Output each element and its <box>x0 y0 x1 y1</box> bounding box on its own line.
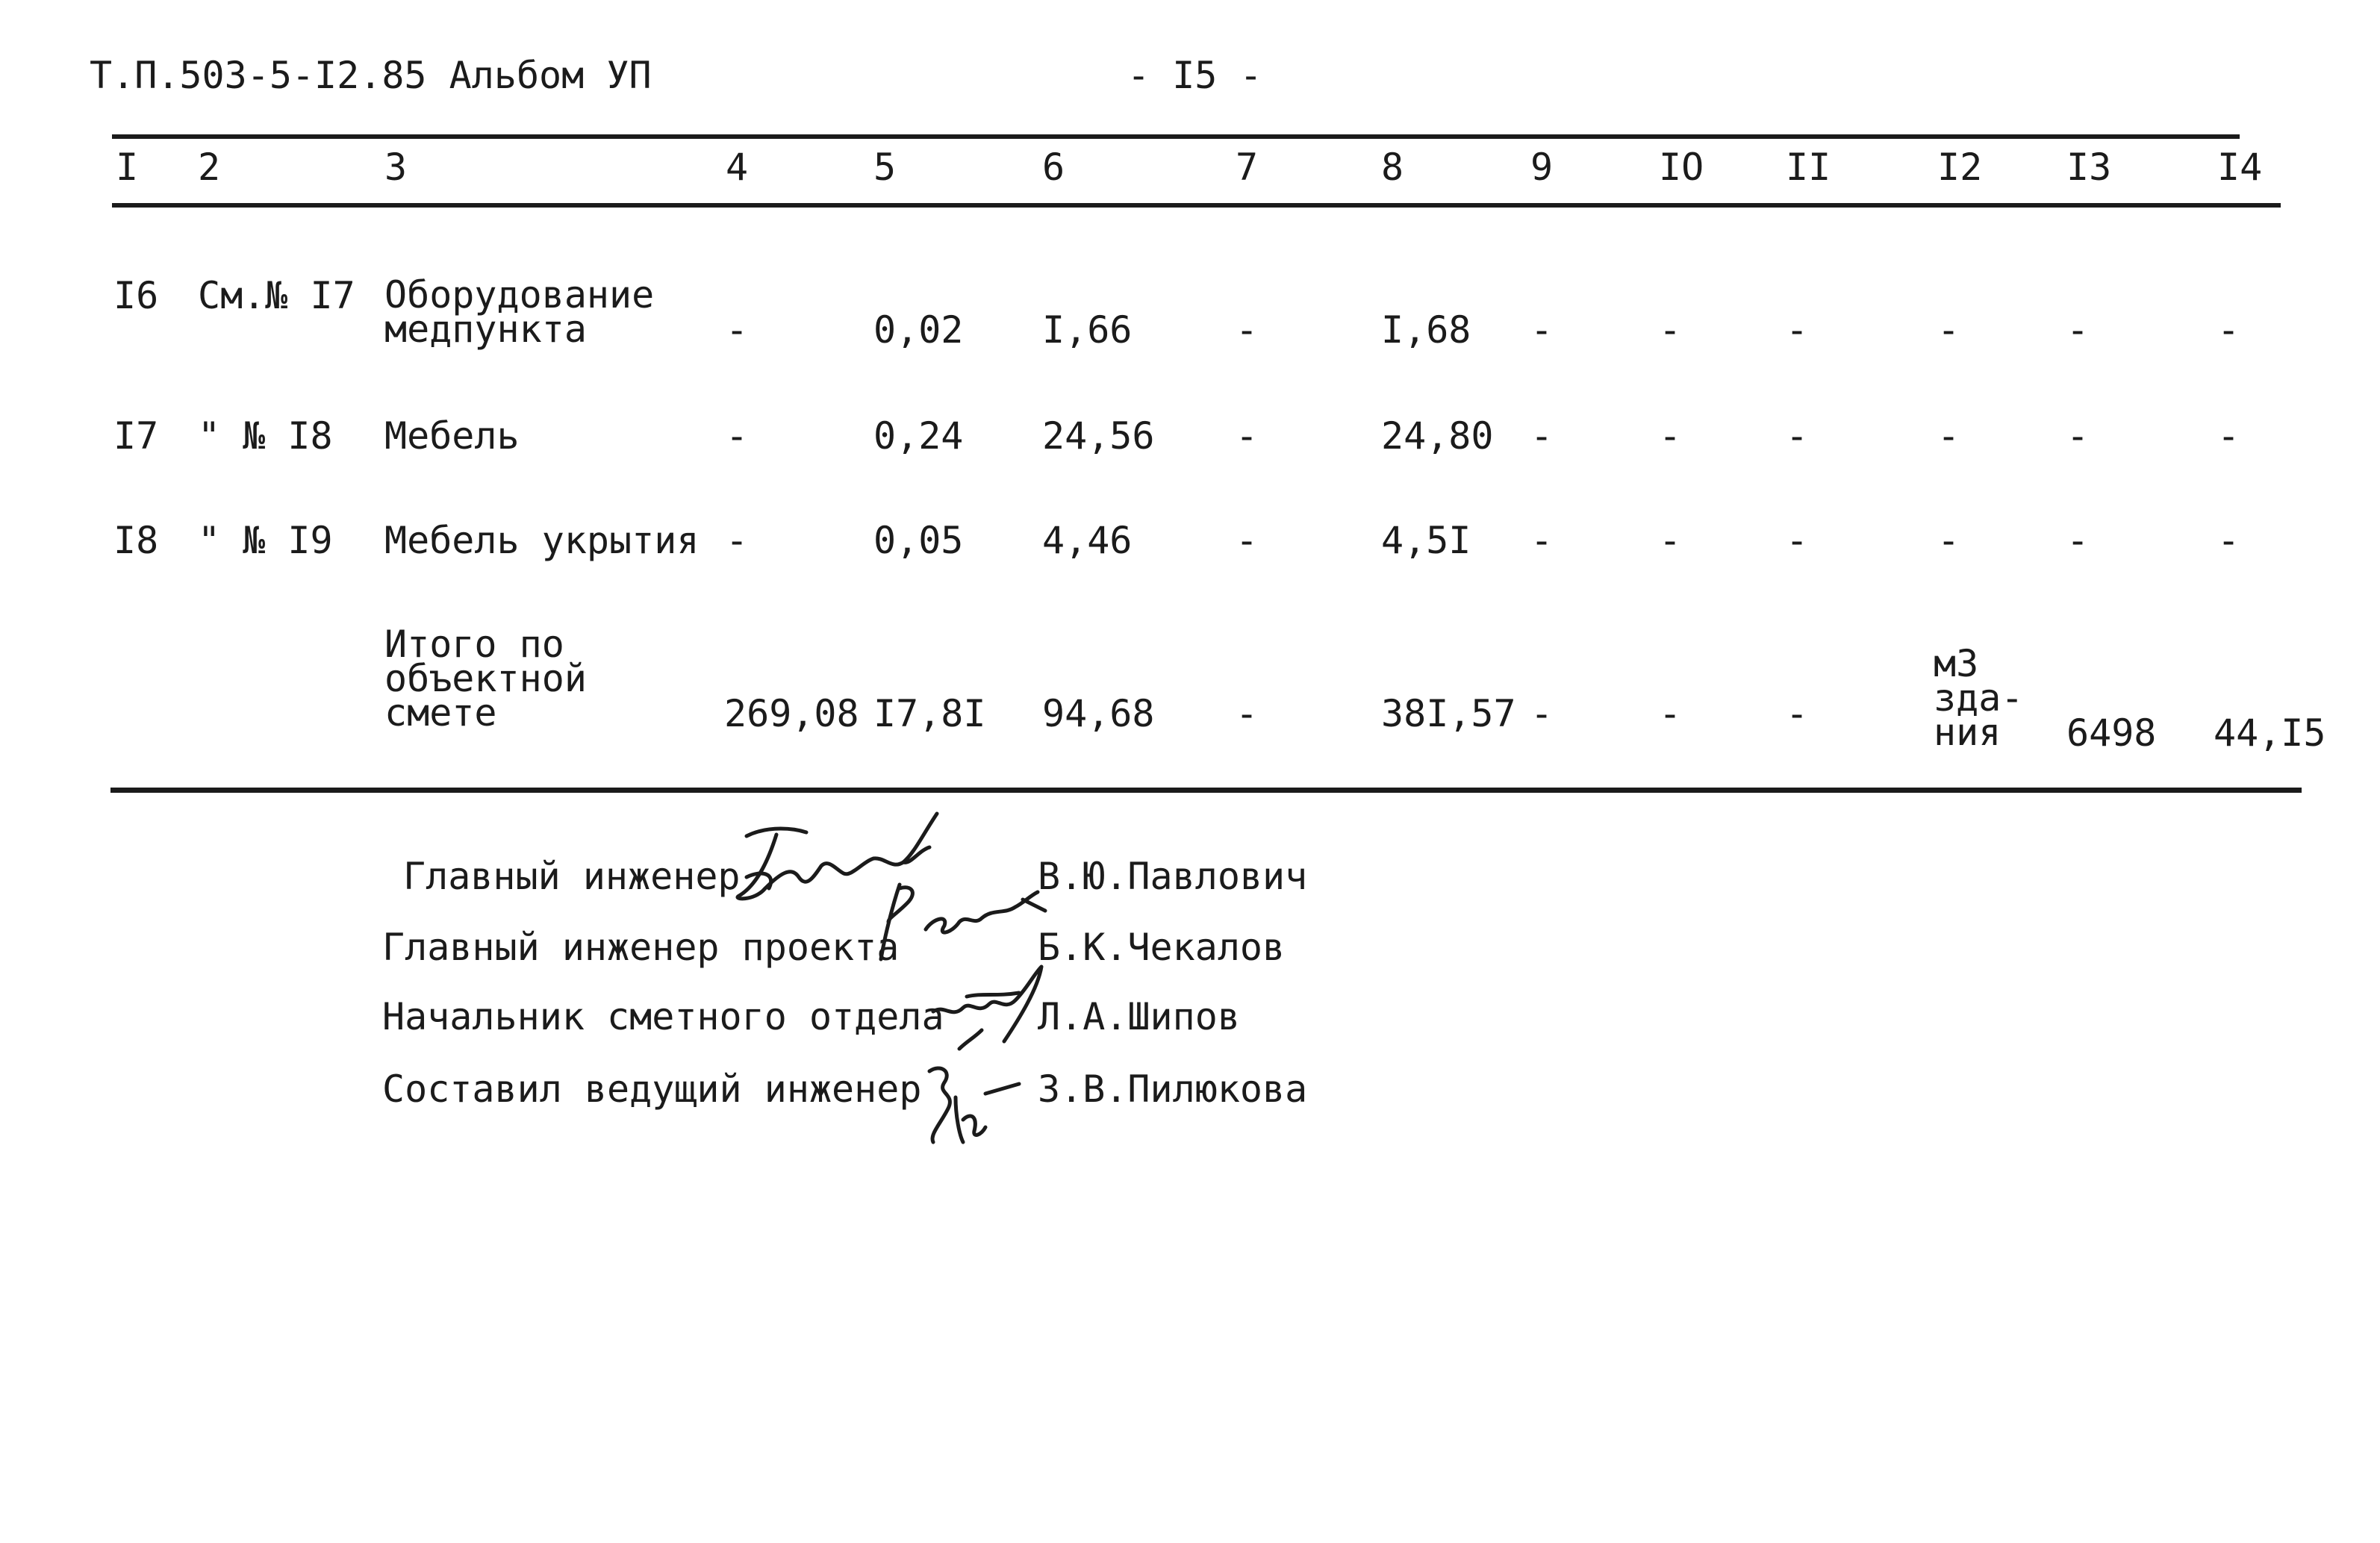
col-number: 5 <box>873 146 897 189</box>
table-cell: - <box>1937 414 1960 458</box>
unit-label: м3 зда- ния <box>1934 642 2024 754</box>
signature-role: Начальник сметного отдела <box>382 995 944 1038</box>
table-cell: - <box>2066 308 2090 352</box>
table-cell: - <box>1786 692 1809 735</box>
table-cell: - <box>726 414 749 458</box>
table-header-rule <box>112 203 2281 208</box>
row-number: I6 <box>113 274 159 317</box>
col-number: I3 <box>2066 146 2112 189</box>
table-bottom-rule <box>110 788 2302 793</box>
signature-role: Составил ведущий инженер <box>382 1067 922 1111</box>
table-cell: - <box>2217 308 2240 352</box>
signature-name: З.В.Пилюкова <box>1038 1067 1308 1111</box>
table-cell: I,66 <box>1042 308 1133 352</box>
total-label: Итого по объектной смете <box>384 623 587 735</box>
col-number: 9 <box>1530 146 1554 189</box>
col-number: 6 <box>1042 146 1065 189</box>
album-reference: Т.П.503-5-I2.85 Альбом УП <box>90 54 652 97</box>
table-cell: - <box>726 308 749 352</box>
table-cell: 6498 <box>2066 711 2157 755</box>
table-cell: 0,24 <box>873 414 964 458</box>
table-cell: - <box>1530 308 1554 352</box>
table-cell: 38I,57 <box>1381 692 1516 735</box>
col-number: I4 <box>2217 146 2263 189</box>
table-cell: - <box>1530 414 1554 458</box>
col-number: 8 <box>1381 146 1404 189</box>
row-number: I8 <box>113 519 159 562</box>
table-cell: - <box>1937 519 1960 562</box>
handwritten-signature <box>922 959 1064 1056</box>
page-number: - I5 - <box>1127 54 1262 97</box>
table-top-rule <box>112 134 2240 139</box>
estimate-reference: " № I8 <box>198 414 333 458</box>
item-name: Мебель укрытия <box>384 519 700 562</box>
handwritten-signature <box>915 1053 1034 1150</box>
table-cell: 94,68 <box>1042 692 1155 735</box>
table-cell: 4,5I <box>1381 519 1471 562</box>
table-cell: - <box>1786 308 1809 352</box>
table-cell: - <box>1236 308 1259 352</box>
table-cell: - <box>1530 519 1554 562</box>
col-number: I <box>116 146 139 189</box>
col-number: IO <box>1659 146 1704 189</box>
table-cell: - <box>1530 692 1554 735</box>
col-number: II <box>1786 146 1831 189</box>
table-cell: 44,I5 <box>2214 711 2326 755</box>
table-cell: - <box>1937 308 1960 352</box>
col-number: 4 <box>726 146 749 189</box>
table-cell: - <box>726 519 749 562</box>
estimate-reference: См.№ I7 <box>198 274 355 317</box>
row-number: I7 <box>113 414 159 458</box>
table-cell: - <box>1236 519 1259 562</box>
table-cell: - <box>2217 414 2240 458</box>
table-cell: - <box>1786 519 1809 562</box>
col-number: 7 <box>1236 146 1259 189</box>
table-cell: - <box>1659 414 1682 458</box>
table-cell: - <box>1659 519 1682 562</box>
table-cell: - <box>2066 414 2090 458</box>
table-cell: 4,46 <box>1042 519 1133 562</box>
table-cell: 24,80 <box>1381 414 1494 458</box>
table-cell: - <box>1786 414 1809 458</box>
table-cell: - <box>1659 308 1682 352</box>
table-cell: - <box>1659 692 1682 735</box>
table-cell: - <box>1236 692 1259 735</box>
signature-name: Л.А.Шипов <box>1038 995 1240 1038</box>
signature-name: В.Ю.Павлович <box>1038 855 1308 898</box>
table-cell: 0,02 <box>873 308 964 352</box>
table-cell: I7,8I <box>873 692 986 735</box>
table-cell: 269,08 <box>724 692 859 735</box>
table-cell: - <box>2217 519 2240 562</box>
col-number: 3 <box>384 146 408 189</box>
table-cell: - <box>1236 414 1259 458</box>
table-cell: - <box>2066 519 2090 562</box>
table-cell: 24,56 <box>1042 414 1155 458</box>
signature-role: Главный инженер <box>403 855 741 898</box>
table-cell: I,68 <box>1381 308 1471 352</box>
signature-role: Главный инженер проекта <box>382 926 900 969</box>
signature-name: Б.К.Чекалов <box>1038 926 1286 969</box>
item-name: Оборудование медпункта <box>384 273 655 351</box>
item-name: Мебель <box>384 414 520 458</box>
col-number: I2 <box>1937 146 1983 189</box>
col-number: 2 <box>198 146 221 189</box>
table-cell: 0,05 <box>873 519 964 562</box>
estimate-reference: " № I9 <box>198 519 333 562</box>
